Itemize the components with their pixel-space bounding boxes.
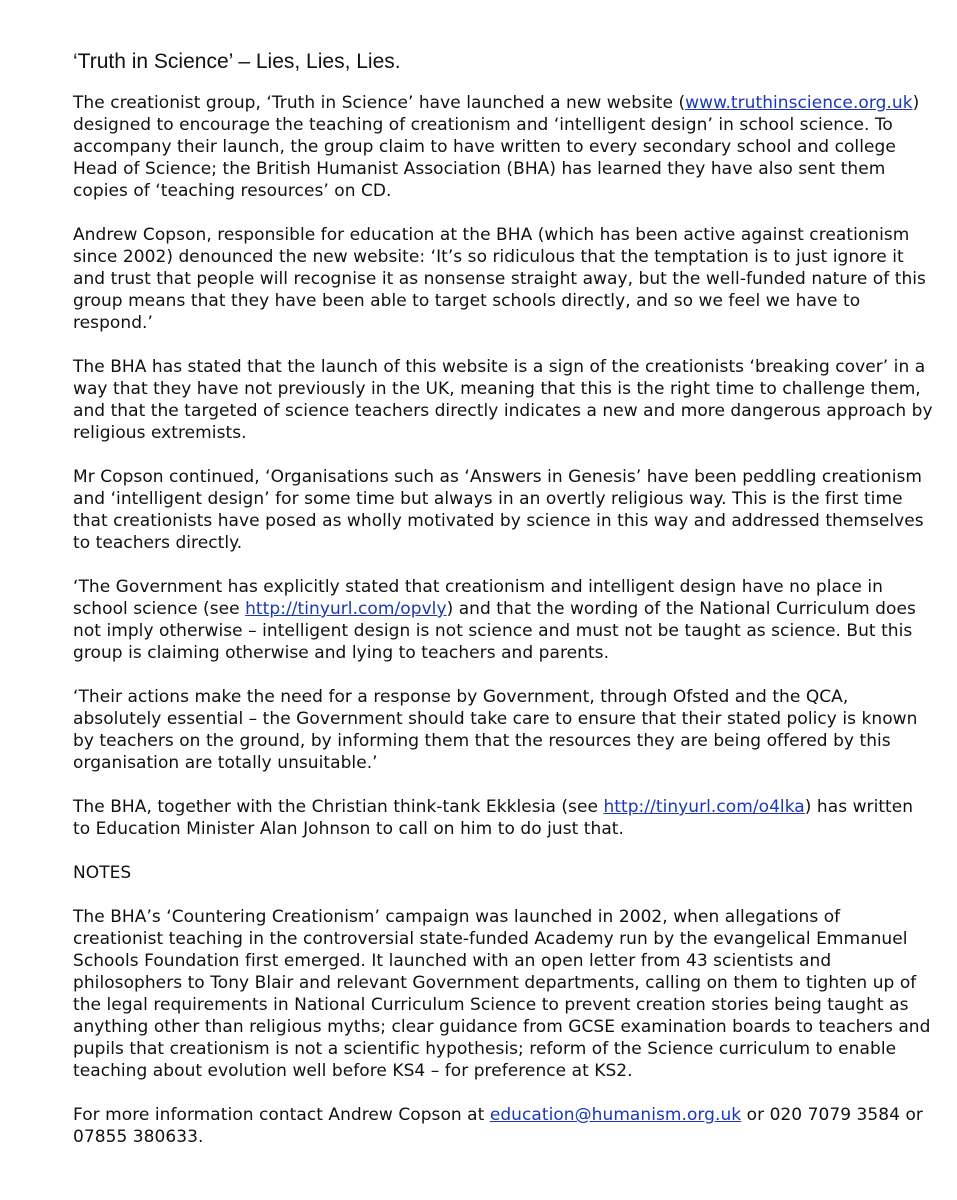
- page-title: ‘Truth in Science’ – Lies, Lies, Lies.: [73, 50, 401, 73]
- notes-heading: NOTES: [73, 863, 132, 883]
- document-page: [73, 50, 933, 1170]
- paragraph-government: [73, 576, 933, 664]
- paragraph-bha-statement: The BHA has stated that the launch of this website is a sign of the creationists ‘breaking cover’ in a way that they have not previously in the UK, meaning that this is the right time to challenge them, and that the targeted of science teachers directly indicates a new and more dangerous approach by religious extremists.: [73, 357, 933, 443]
- paragraph-intro-text-a: The creationist group, ‘Truth in Science’ have launched a new website (: [73, 93, 686, 113]
- email-link[interactable]: education@humanism.org.uk: [489, 1105, 742, 1125]
- paragraph-ekklesia-text-a: The BHA, together with the Christian think-tank Ekklesia (see: [73, 797, 604, 817]
- paragraph-ekklesia: [73, 796, 933, 840]
- paragraph-response: ‘Their actions make the need for a response by Government, through Ofsted and the QCA, absolutely essential – the Government should take care to ensure that their stated policy is known by teachers on the ground, by informing them that the resources they are being offered by this organisation are totally unsuitable.’: [73, 687, 918, 773]
- paragraph-copson-continued: Mr Copson continued, ‘Organisations such as ‘Answers in Genesis’ have been peddling creationism and ‘intelligent design’ for some time but always in an overtly religious way. This is the first time that creationists have posed as wholly motivated by science in this way and addressed themselves to teachers directly.: [73, 467, 924, 553]
- truthinscience-link[interactable]: www.truthinscience.org.uk: [685, 93, 913, 113]
- paragraph-copson-quote: Andrew Copson, responsible for education at the BHA (which has been active against creationism since 2002) denounced the new website: ‘It’s so ridiculous that the temptation is to just ignore it and trust that people will recognise it as nonsense straight away, but the well-funded nature of this group means that they have been able to target schools directly, and so we feel we have to respond.’: [73, 225, 926, 333]
- paragraph-campaign-notes: The BHA’s ‘Countering Creationism’ campaign was launched in 2002, when allegations of creationist teaching in the controversial state-funded Academy run by the evangelical Emmanuel Schools Foundation first emerged. It launched with an open letter from 43 scientists and philosophers to Tony Blair and relevant Government departments, calling on them to tighten up of the legal requirements in National Curriculum Science to prevent creation stories being taught as anything other than religious myths; clear guidance from GCSE examination boards to teachers and pupils that creationism is not a scientific hypothesis; reform of the Science curriculum to enable teaching about evolution well before KS4 – for preference at KS2.: [73, 907, 931, 1081]
- paragraph-intro-text-b: ) designed to encourage the teaching of creationism and ‘intelligent design’ in school science. To accompany their launch, the group claim to have written to every secondary school and college Head of Science; the British Humanist Association (BHA) has learned they have also sent them copies of ‘teaching resources’ on CD.: [73, 93, 920, 201]
- tinyurl-opvly-link[interactable]: http://tinyurl.com/opvly: [245, 599, 447, 619]
- paragraph-contact-text-b: or 020 7079 3584 or 07855 380633.: [73, 1105, 923, 1147]
- paragraph-contact-text-a: For more information contact Andrew Copson at: [73, 1105, 490, 1125]
- paragraph-ekklesia-text-b: ) has written to Education Minister Alan Johnson to call on him to do just that.: [73, 797, 914, 839]
- paragraph-government-text-a: ‘The Government has explicitly stated that creationism and intelligent design have no place in school science (see: [73, 577, 883, 619]
- tinyurl-o4lka-link[interactable]: http://tinyurl.com/o4lka: [603, 797, 805, 817]
- paragraph-intro: [73, 92, 933, 202]
- paragraph-contact: [73, 1104, 933, 1148]
- paragraph-government-text-b: ) and that the wording of the National Curriculum does not imply otherwise – intelligent design is not science and must not be taught as science. But this group is claiming otherwise and lying to teachers and parents.: [73, 599, 916, 663]
